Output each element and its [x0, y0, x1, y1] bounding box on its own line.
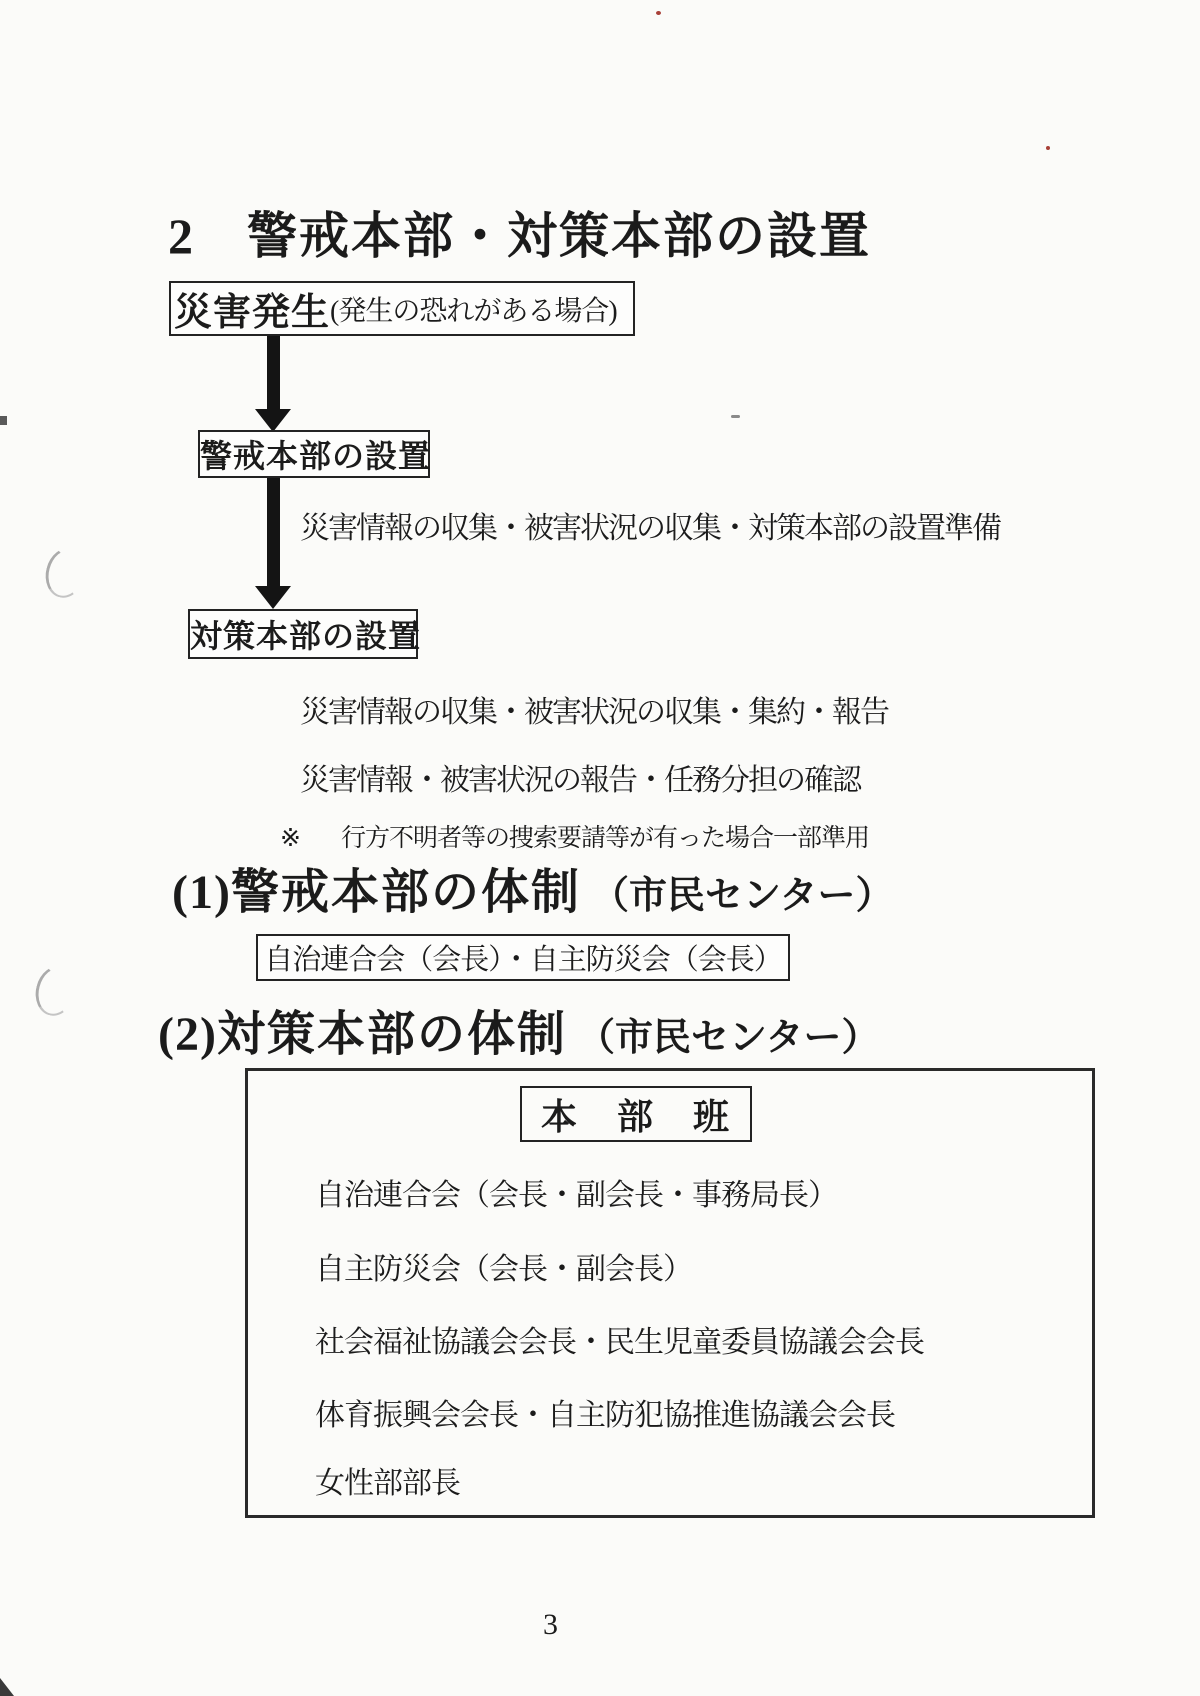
org-member-line: 自治連合会（会長・副会長・事務局長） [315, 1179, 837, 1212]
reference-mark: ※ [280, 825, 301, 852]
section-2-heading [158, 995, 879, 1064]
flow-arrow-2-head [255, 586, 291, 609]
scan-speck-icon [1046, 146, 1050, 150]
scan-speck-icon [731, 415, 740, 418]
taisaku-note-line-1: 災害情報の収集・被害状況の収集・集約・報告 [300, 696, 888, 729]
taisaku-note-line-2: 災害情報・被害状況の報告・任務分担の確認 [300, 764, 860, 797]
org-member-line: 体育振興会会長・自主防犯協推進協議会会長 [315, 1399, 895, 1432]
flow-box-disaster-main: 災害発生 [174, 292, 331, 334]
page-title: 2 警戒本部・対策本部の設置 [168, 208, 871, 264]
scan-corner-shadow-icon [0, 1678, 14, 1696]
flow-box-disaster-sub: (発生の恐れがある場合) [330, 295, 617, 327]
honbu-han-title-box: 本 部 班 [520, 1086, 752, 1142]
section-1-heading [172, 853, 893, 922]
flow-box-keikai-label: 警戒本部の設置 [200, 438, 432, 474]
flow-arrow-1-head [255, 409, 291, 432]
flow-box-taisaku-honbu [188, 609, 422, 659]
section-2-number: (2) [158, 1008, 217, 1061]
flow-box-taisaku-label: 対策本部の設置 [190, 618, 422, 654]
scan-edge-mark-icon [0, 416, 7, 425]
footnote-text: 行方不明者等の捜索要請等が有った場合一部準用 [340, 825, 869, 852]
flow-footnote [280, 818, 869, 854]
keikai-note-line: 災害情報の収集・被害状況の収集・対策本部の設置準備 [300, 512, 1000, 545]
punch-hole-mark-icon [31, 962, 81, 1020]
section-1-title: 警戒本部の体制 [230, 866, 581, 919]
page-number: 3 [543, 1608, 558, 1641]
section-2-suffix: （市民センター） [576, 1017, 880, 1059]
flow-box-disaster-occurrence [169, 281, 635, 336]
flow-arrow-1-stem [267, 336, 280, 412]
section-1-members-box: 自治連合会（会長）・自主防災会（会長） [256, 934, 790, 981]
scan-speck-icon [656, 11, 661, 15]
punch-hole-mark-icon [41, 544, 91, 602]
section-1-suffix: （市民センター） [590, 875, 894, 917]
flow-arrow-2-stem [267, 478, 280, 588]
org-member-line: 社会福祉協議会会長・民生児童委員協議会会長 [315, 1326, 924, 1359]
org-member-line: 女性部部長 [315, 1467, 460, 1500]
section-1-number: (1) [172, 866, 231, 919]
flow-box-keikai-honbu [198, 430, 430, 478]
org-member-line: 自主防災会（会長・副会長） [315, 1253, 692, 1286]
section-2-title: 対策本部の体制 [216, 1008, 567, 1061]
